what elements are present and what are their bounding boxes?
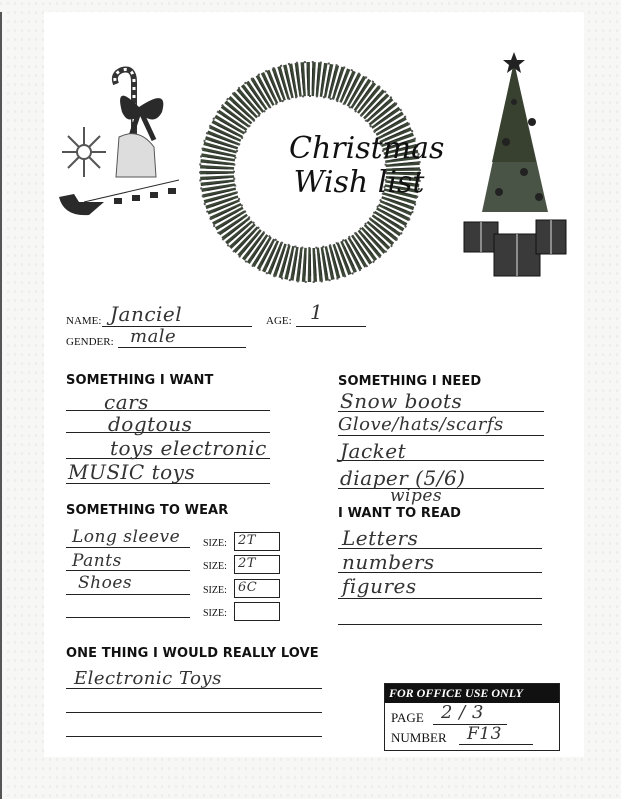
wear-item: Pants xyxy=(72,551,122,571)
sleigh-icon xyxy=(59,180,179,215)
need-item: Glove/hats/scarfs xyxy=(338,414,504,435)
size-box xyxy=(234,532,280,551)
size-box xyxy=(234,602,280,621)
read-line-3 xyxy=(338,598,542,599)
bell-icon xyxy=(116,134,156,177)
love-value: Electronic Toys xyxy=(74,668,222,689)
wish-list-page xyxy=(44,12,584,757)
number-line xyxy=(459,744,533,745)
wear-item: Long sleeve xyxy=(72,527,181,547)
number-value: F13 xyxy=(467,724,502,744)
want-item: dogtous xyxy=(108,412,193,436)
age-line xyxy=(296,326,366,327)
christmas-tree-icon xyxy=(482,52,548,212)
page-label: PAGE xyxy=(391,710,424,725)
size-value: 2T xyxy=(238,556,256,571)
read-heading: I WANT TO READ xyxy=(338,506,462,521)
snowflake-icon xyxy=(62,127,106,177)
name-value: Janciel xyxy=(110,302,183,326)
size-label: SIZE: xyxy=(203,585,227,596)
title-line1: Christmas xyxy=(289,131,445,166)
wear-line-3 xyxy=(66,594,190,595)
size-box xyxy=(234,555,280,574)
size-box xyxy=(234,579,280,598)
wear-item: Shoes xyxy=(78,573,133,593)
love-heading: ONE THING I WOULD REALLY LOVE xyxy=(66,646,319,661)
want-heading: SOMETHING I WANT xyxy=(66,373,214,388)
love-line-3 xyxy=(66,736,322,737)
name-line xyxy=(102,326,252,327)
read-item: figures xyxy=(342,574,417,598)
title-block xyxy=(289,131,445,200)
gift-boxes-icon xyxy=(464,220,566,276)
gender-value: male xyxy=(130,326,177,347)
wear-heading: SOMETHING TO WEAR xyxy=(66,503,229,518)
number-label: NUMBER xyxy=(391,730,447,745)
need-item: diaper (5/6) xyxy=(340,466,466,490)
want-item: MUSIC toys xyxy=(68,460,196,484)
title-line2: Wish list xyxy=(293,165,425,200)
love-line-2 xyxy=(66,712,322,713)
want-item: toys electronic xyxy=(110,436,267,460)
size-value: 2T xyxy=(238,533,256,548)
want-line-1 xyxy=(66,410,270,411)
read-item: Letters xyxy=(342,526,419,550)
need-line-2 xyxy=(338,435,544,436)
age-value: 1 xyxy=(310,300,324,324)
read-item: numbers xyxy=(342,550,435,574)
wear-line-4 xyxy=(66,617,190,618)
size-value: 6C xyxy=(238,580,258,595)
size-label: SIZE: xyxy=(203,538,227,549)
age-label: AGE: xyxy=(266,315,292,327)
wear-line-1 xyxy=(66,547,190,548)
page-value: 2 / 3 xyxy=(441,702,484,723)
size-label: SIZE: xyxy=(203,608,227,619)
size-label: SIZE: xyxy=(203,561,227,572)
office-use-box xyxy=(384,683,560,751)
name-label: NAME: xyxy=(66,315,102,327)
need-extra: wipes xyxy=(390,486,443,506)
gender-line xyxy=(118,347,246,348)
want-item: cars xyxy=(104,390,149,414)
read-line-4 xyxy=(338,624,542,625)
need-item: Snow boots xyxy=(340,389,463,413)
gender-label: GENDER: xyxy=(66,336,114,348)
name-line-tail xyxy=(234,326,248,327)
need-item: Jacket xyxy=(340,439,407,463)
office-heading: FOR OFFICE USE ONLY xyxy=(385,684,559,703)
need-heading: SOMETHING I NEED xyxy=(338,374,482,389)
